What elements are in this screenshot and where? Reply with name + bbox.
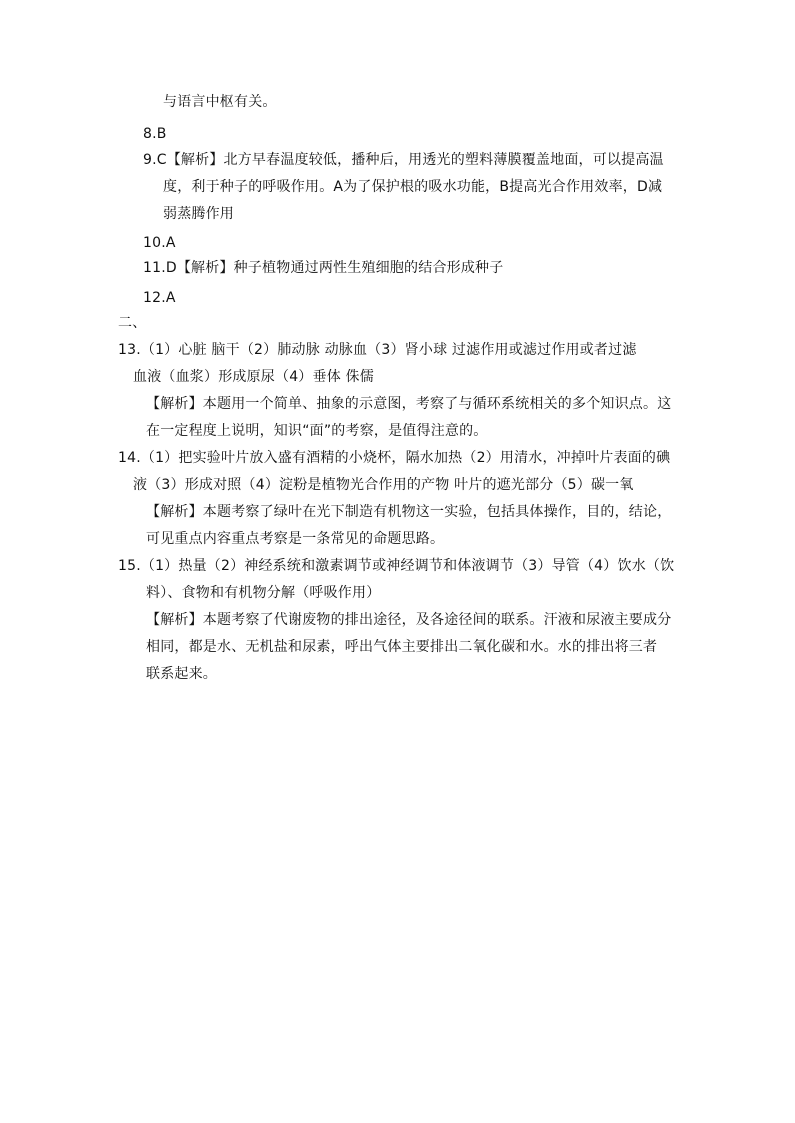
answer-15-line-1: 15.（1）热量（2）神经系统和激素调节或神经调节和体液调节（3）导管（4）饮水（饮 (118, 558, 675, 574)
analysis-15-line-2: 相同，都是水、无机盐和尿素，呼出气体主要排出二氧化碳和水。水的排出将三者 (146, 639, 658, 655)
answer-10: 10.A (143, 235, 176, 251)
analysis-15-line-1: 【解析】本题考察了代谢废物的排出途径，及各途径间的联系。汗液和尿液主要成分 (146, 612, 672, 628)
analysis-13-line-2: 在一定程度上说明，知识“面”的考察，是值得注意的。 (146, 423, 488, 439)
analysis-15-line-3: 联系起来。 (146, 666, 217, 682)
section-two-heading: 二、 (118, 315, 147, 331)
answer-14-line-2: 液（3）形成对照（4）淀粉是植物光合作用的产物 叶片的遮光部分（5）碳一氧 (133, 477, 634, 493)
answer-8-previous-continuation: 与语言中枢有关。 (163, 94, 277, 110)
answer-13-line-2: 血液（血浆）形成原尿（4）垂体 侏儒 (133, 369, 374, 385)
analysis-13-line-1: 【解析】本题用一个简单、抽象的示意图，考察了与循环系统相关的多个知识点。这 (146, 396, 672, 412)
answer-15-line-2: 料）、食物和有机物分解（呼吸作用） (146, 585, 381, 601)
answer-9-line-1: 9.C【解析】北方早春温度较低，播种后，用透光的塑料薄膜覆盖地面，可以提高温 (143, 152, 664, 168)
answer-9-line-3: 弱蒸腾作用 (163, 206, 234, 222)
answer-11: 11.D【解析】种子植物通过两性生殖细胞的结合形成种子 (143, 260, 504, 276)
analysis-14-line-2: 可见重点内容重点考察是一条常见的命题思路。 (146, 531, 445, 547)
answer-8: 8.B (143, 126, 167, 142)
answer-14-line-1: 14.（1）把实验叶片放入盛有酒精的小烧杯，隔水加热（2）用清水，冲掉叶片表面的碘 (118, 450, 671, 466)
answer-12: 12.A (143, 290, 176, 306)
answer-9-line-2: 度，利于种子的呼吸作用。A为了保护根的吸水功能，B提高光合作用效率，D减 (163, 179, 663, 195)
analysis-14-line-1: 【解析】本题考察了绿叶在光下制造有机物这一实验，包括具体操作，目的，结论， (146, 504, 672, 520)
answer-13-line-1: 13.（1）心脏 脑干（2）肺动脉 动脉血（3）肾小球 过滤作用或滤过作用或者过滤 (118, 342, 637, 358)
